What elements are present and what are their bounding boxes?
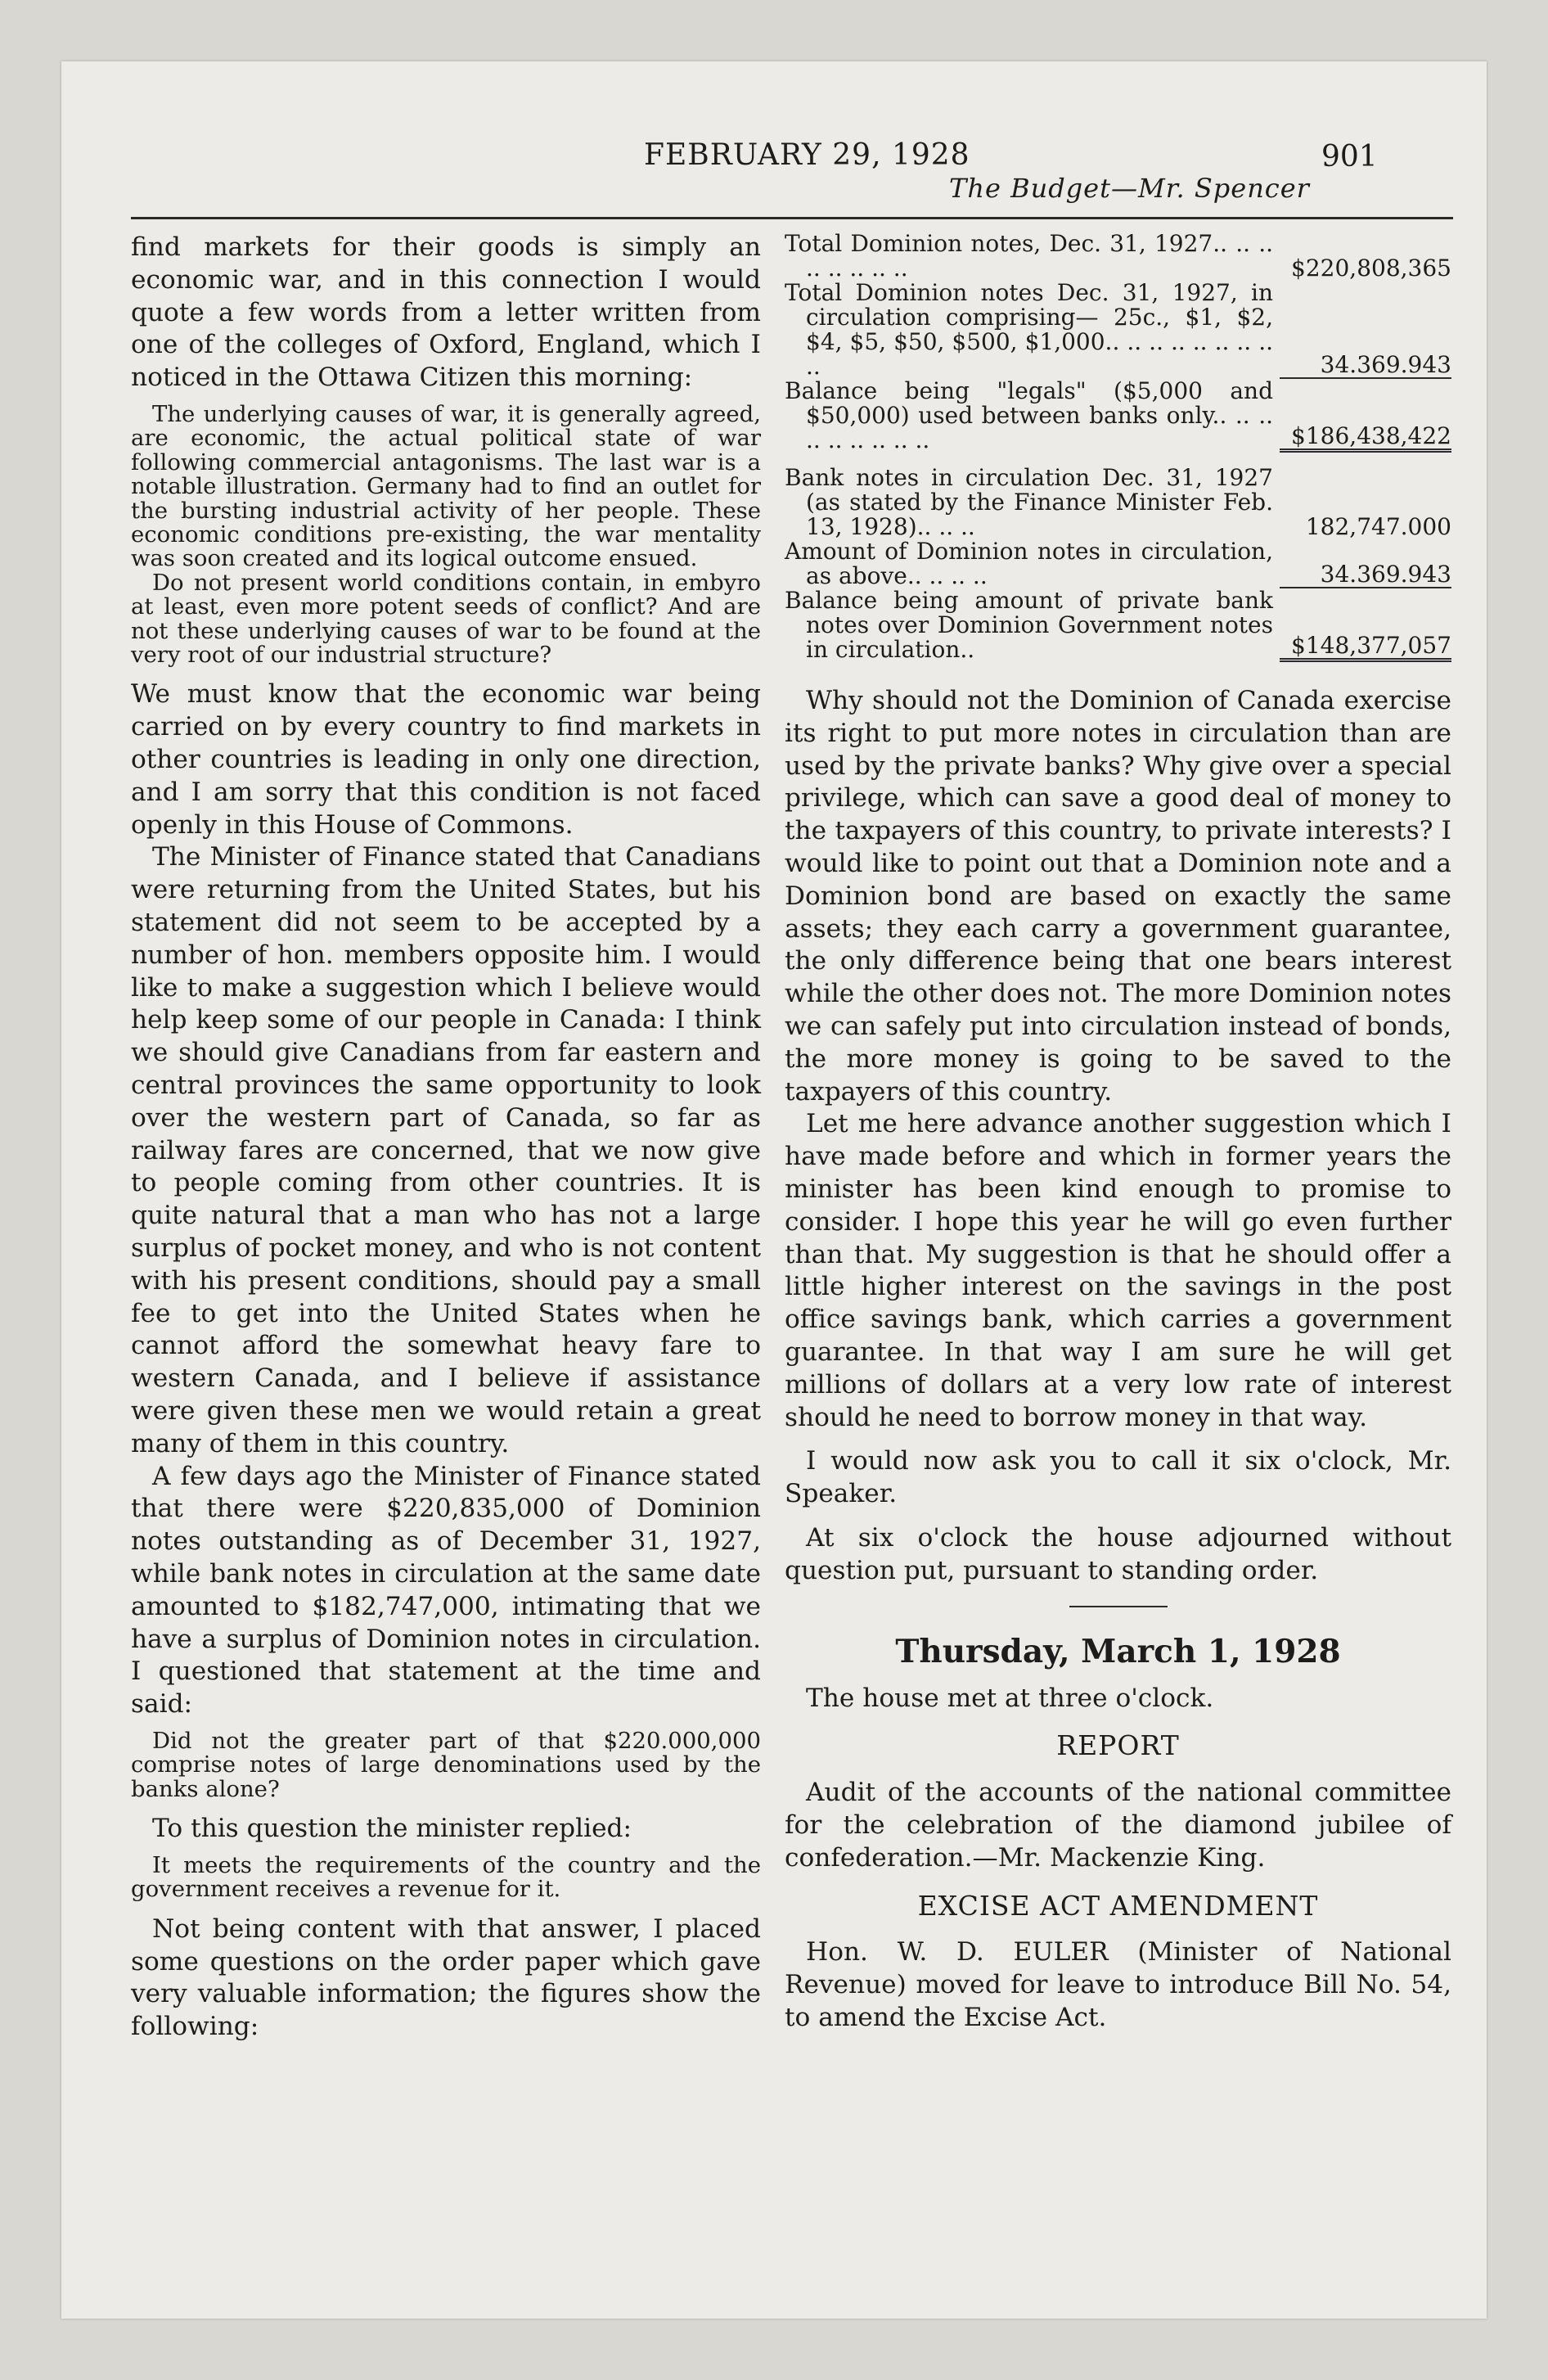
paragraph: At six o'clock the house adjourned without question put, pursuant to standing order. [785,1522,1451,1585]
finance-row [785,588,1451,662]
finance-amount: $220,808,365 [1291,255,1451,282]
finance-table [785,232,1451,662]
spacer [785,662,1451,685]
finance-row [785,232,1451,281]
header-subtitle: The Budget—Mr. Spencer [949,173,1310,204]
finance-amount: $186,438,422 [1280,424,1451,453]
finance-desc: Balance being "legals" ($5,000 and $50,000) used between banks only.. .. .. .. .. .. .. .. .. [785,377,1273,453]
paragraph: Let me here advance another suggestion which I have made before and which in former years the minister has been kind enough to promise to consider. I hope this year he will go even further than that. My suggestion is that he should offer a little higher interest on the savings in the post office savings bank, which carries a government guarantee. In that way I am sure he will get millions of dollars at a very low rate of interest should he need to borrow money in that way. [785,1109,1451,1432]
header-rule [131,217,1453,219]
paragraph: A few days ago the Minister of Finance stated that there were $220,835,000 of Dominion notes outstanding as of December 31, 1927, while bank notes in circulation at the same date amounted to $182,747,000, intimating that we have a surplus of Dominion notes in circulation. I questioned that statement at the time and said: [131,1461,761,1720]
paragraph: find markets for their goods is simply an economic war, and in this connection I would quote a few words from a letter written from one of the colleges of Oxford, England, which I noticed in the Ottawa Citizen this morning: [131,232,761,393]
finance-desc: Total Dominion notes, Dec. 31, 1927.. .. .. .. .. .. .. .. [785,230,1273,282]
finance-amount: 34.369.943 [1280,562,1451,588]
section-divider [1069,1606,1168,1607]
paragraph: Why should not the Dominion of Canada exercise its right to put more notes in circulation than are used by the private banks? Why give over a special privilege, which can save a good deal of money to the taxpayers of this country, to private interests? I would like to point out that a Dominion note and a Dominion bond are based on exactly the same assets; they each carry a government guarantee, the only difference being that one bears interest while the other does not. The more Dominion notes we can safely put into circulation instead of bonds, the more money is going to be saved to the taxpayers of this country. [785,686,1451,1107]
spacer [785,1434,1451,1445]
quote-paragraph: Did not the greater part of that $220.000,000 comprise notes of large denominations used by the banks alone? [131,1727,761,1802]
paragraph: The Minister of Finance stated that Canadians were returning from the United States, but his statement did not seem to be accepted by a number of hon. members opposite him. I would like to make a suggestion which I believe would help keep some of our people in Canada: I think we should give Canadians from far eastern and central provinces the same opportunity to look over the western part of Canada, so far as railway fares are concerned, that we now give to people coming from other countries. It is quite natural that a man who has not a large surplus of pocket money, and who is not content with his present conditions, should pay a small fee to get into the United States when he cannot afford the somewhat heavy fare to western Canada, and I believe if assistance were given these men we would retain a great many of them in this country. [131,842,761,1458]
report-heading: REPORT [1056,1729,1180,1762]
finance-desc: Balance being amount of private bank notes over Dominion Government notes in circulation.. [785,587,1273,663]
paragraph: Hon. W. D. EULER (Minister of National Revenue) moved for leave to introduce Bill No. 54, to amend the Excise Act. [785,1937,1451,2032]
finance-amount: $148,377,057 [1280,633,1451,662]
page-number: 901 [1321,140,1378,174]
finance-desc: Total Dominion notes Dec. 31, 1927, in circulation comprising— 25c., $1, $2, $4, $5, $50, $500, $1,000.. .. .. .. .. .. .. .. .. [785,279,1273,380]
quote-paragraph: The underlying causes of war, it is generally agreed, are economic, the actual political state of war following commercial antagonisms. The last war is a notable illustration. Germany had to find an outlet for the bursting industrial activity of her people. These economic conditions pre-existing, the war mentality was soon created and its logical outcome ensued. [131,400,761,572]
left-column [131,232,761,2044]
finance-desc: Amount of Dominion notes in circulation, as above.. .. .. .. [785,538,1273,589]
quote-paragraph: It meets the requirements of the country and the government receives a revenue for it. [131,1851,761,1903]
finance-row [785,281,1451,379]
finance-amount: 182,747.000 [1305,513,1451,540]
paragraph: To this question the minister replied: [152,1814,632,1844]
spacer [785,1511,1451,1522]
finance-row [785,466,1451,539]
quoted-reply [131,1851,761,1903]
finance-row [785,379,1451,453]
right-column [785,232,1451,2035]
header-date: FEBRUARY 29, 1928 [644,138,970,172]
quoted-letter [131,400,761,669]
page-sheet [61,61,1487,2319]
quoted-question [131,1729,761,1801]
quote-paragraph: Do not present world conditions contain, in embyro at least, even more potent seeds of conflict? And are not these underlying causes of war to be found at the very root of our industrial structure? [131,569,761,669]
excise-heading: EXCISE ACT AMENDMENT [917,1889,1319,1922]
day-heading: Thursday, March 1, 1928 [895,1632,1341,1670]
paragraph: We must know that the economic war being carried on by every country to find markets in other countries is leading in only one direction, and I am sorry that this condition is not faced openly in this House of Commons. [131,679,761,840]
finance-amount: 34.369.943 [1280,353,1451,379]
finance-row [785,539,1451,588]
paragraph: Audit of the accounts of the national committee for the celebration of the diamond jubilee of confederation.—Mr. Mackenzie King. [785,1778,1451,1873]
paragraph: I would now ask you to call it six o'clock, Mr. Speaker. [785,1446,1451,1509]
paragraph: Not being content with that answer, I placed some questions on the order paper which gave very valuable information; the figures show the following: [131,1913,761,2042]
finance-desc: Bank notes in circulation Dec. 31, 1927 (as stated by the Finance Minister Feb. 13, 1928).. .. .. [785,464,1273,540]
paragraph: The house met at three o'clock. [806,1683,1214,1713]
